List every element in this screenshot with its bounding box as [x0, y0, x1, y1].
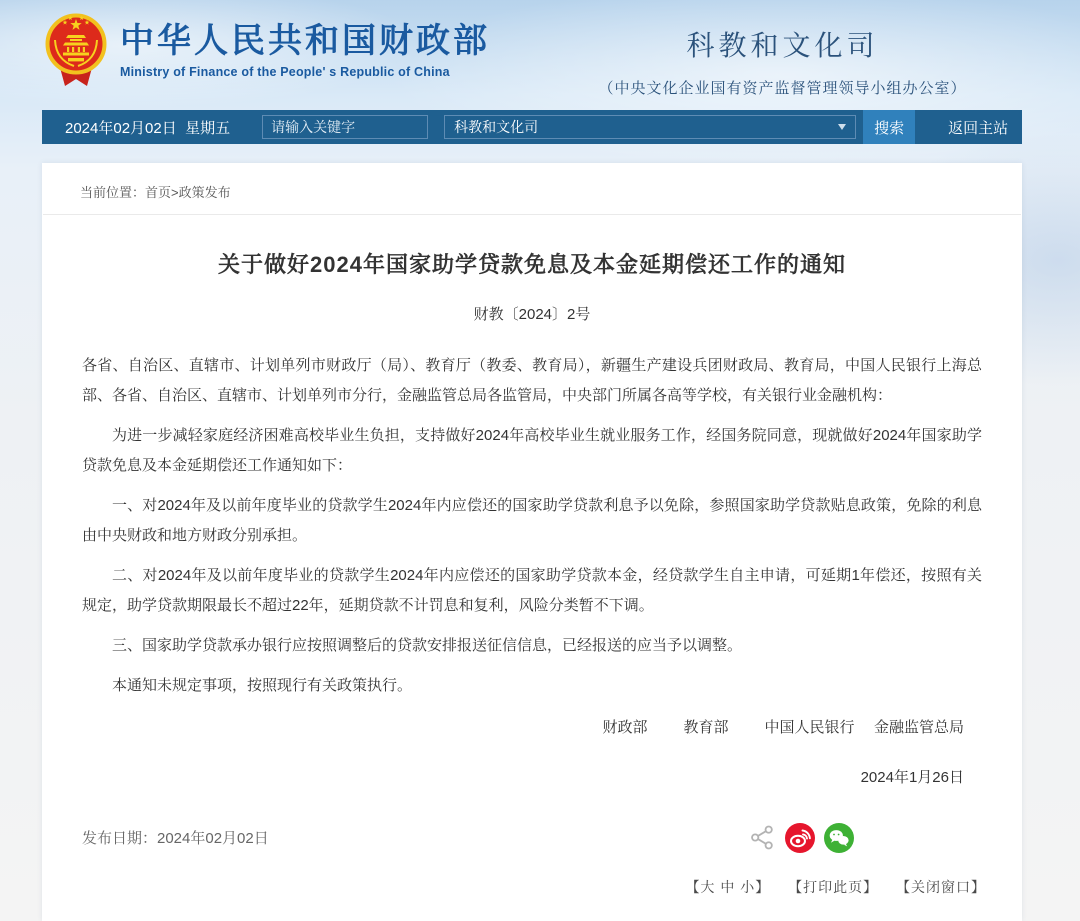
- paragraph-item-2: 二、对2024年及以前年度毕业的贷款学生2024年内应偿还的国家助学贷款本金，经贷款学生自主申请，可延期1年偿还，按照有关规定，助学贷款期限最长不超过22年，延期贷款不计罚息和复利，风险分类暂不下调。: [82, 566, 982, 614]
- scope-selected-value: 科教和文化司: [454, 119, 539, 135]
- current-date: 2024年02月02日 星期五: [65, 119, 231, 137]
- article-body: [82, 351, 982, 701]
- content-panel: [42, 163, 1022, 921]
- signer-pboc: 中国人民银行: [764, 718, 855, 736]
- site-header: [0, 0, 1080, 104]
- search-button[interactable]: 搜索: [863, 110, 915, 144]
- department-title: 科教和文化司: [686, 30, 879, 61]
- paragraph-item-1: 一、对2024年及以前年度毕业的贷款学生2024年内应偿还的国家助学贷款利息予以免除，参照国家助学贷款贴息政策，免除的利息由中央财政和地方财政分别承担。: [82, 496, 982, 544]
- font-size-tool[interactable]: 【大 中 小】: [685, 878, 771, 895]
- logo-block: [44, 10, 490, 92]
- meta-row: [82, 823, 982, 853]
- paragraph-item-3: 三、国家助学贷款承办银行应按照调整后的贷款安排报送征信信息，已经报送的应当予以调整。: [112, 636, 743, 654]
- article-title: 关于做好2024年国家助学贷款免息及本金延期偿还工作的通知: [218, 252, 846, 277]
- search-input[interactable]: [262, 115, 428, 139]
- signer-moe: 教育部: [683, 718, 729, 736]
- wechat-share-icon[interactable]: [824, 823, 854, 853]
- national-emblem-icon: [44, 10, 108, 92]
- return-home-link[interactable]: 返回主站: [948, 119, 1009, 137]
- signature-line: [42, 716, 1022, 737]
- publish-date: 发布日期：2024年02月02日: [82, 830, 269, 848]
- paragraph-closing: 本通知未规定事项，按照现行有关政策执行。: [112, 676, 413, 694]
- paragraph-addressees: 各省、自治区、直辖市、计划单列市财政厅（局）、教育厅（教委、教育局），新疆生产建设兵团财政局、教育局，中国人民银行上海总部、各省、自治区、直辖市、计划单列市分行，金融监管总局各监管局，中央部门所属各高等学校，有关银行业金融机构：: [82, 356, 982, 404]
- breadcrumb-home-link[interactable]: 首页: [145, 185, 172, 200]
- top-navbar: [42, 110, 1022, 144]
- site-subtitle-english: Ministry of Finance of the People' s Republic of China: [120, 65, 450, 80]
- signer-nfra: 金融监管总局: [873, 718, 964, 736]
- print-page-tool[interactable]: 【打印此页】: [788, 878, 879, 895]
- breadcrumb: [43, 163, 1021, 215]
- share-icon[interactable]: [749, 824, 776, 851]
- page-tools: [78, 877, 986, 897]
- weibo-share-icon[interactable]: [785, 823, 815, 853]
- site-title: 中华人民共和国财政部: [120, 21, 490, 60]
- breadcrumb-section-link[interactable]: 政策发布: [178, 185, 231, 200]
- close-window-tool[interactable]: 【关闭窗口】: [896, 878, 986, 895]
- document-number: 财教〔2024〕2号: [473, 305, 591, 323]
- department-subtitle: （中央文化企业国有资产监督管理领导小组办公室）: [598, 80, 967, 97]
- department-block: [545, 24, 1020, 98]
- paragraph-intro: 为进一步减轻家庭经济困难高校毕业生负担，支持做好2024年高校毕业生就业服务工作，经国务院同意，现就做好2024年国家助学贷款免息及本金延期偿还工作通知如下：: [82, 426, 982, 474]
- scope-dropdown[interactable]: [444, 115, 856, 139]
- chevron-down-icon: [838, 124, 846, 130]
- share-icons: [749, 823, 854, 853]
- signature-date: 2024年1月26日: [860, 768, 964, 786]
- breadcrumb-separator: >: [171, 185, 179, 200]
- signer-mof: 财政部: [602, 718, 648, 736]
- breadcrumb-label: 当前位置：: [80, 185, 146, 200]
